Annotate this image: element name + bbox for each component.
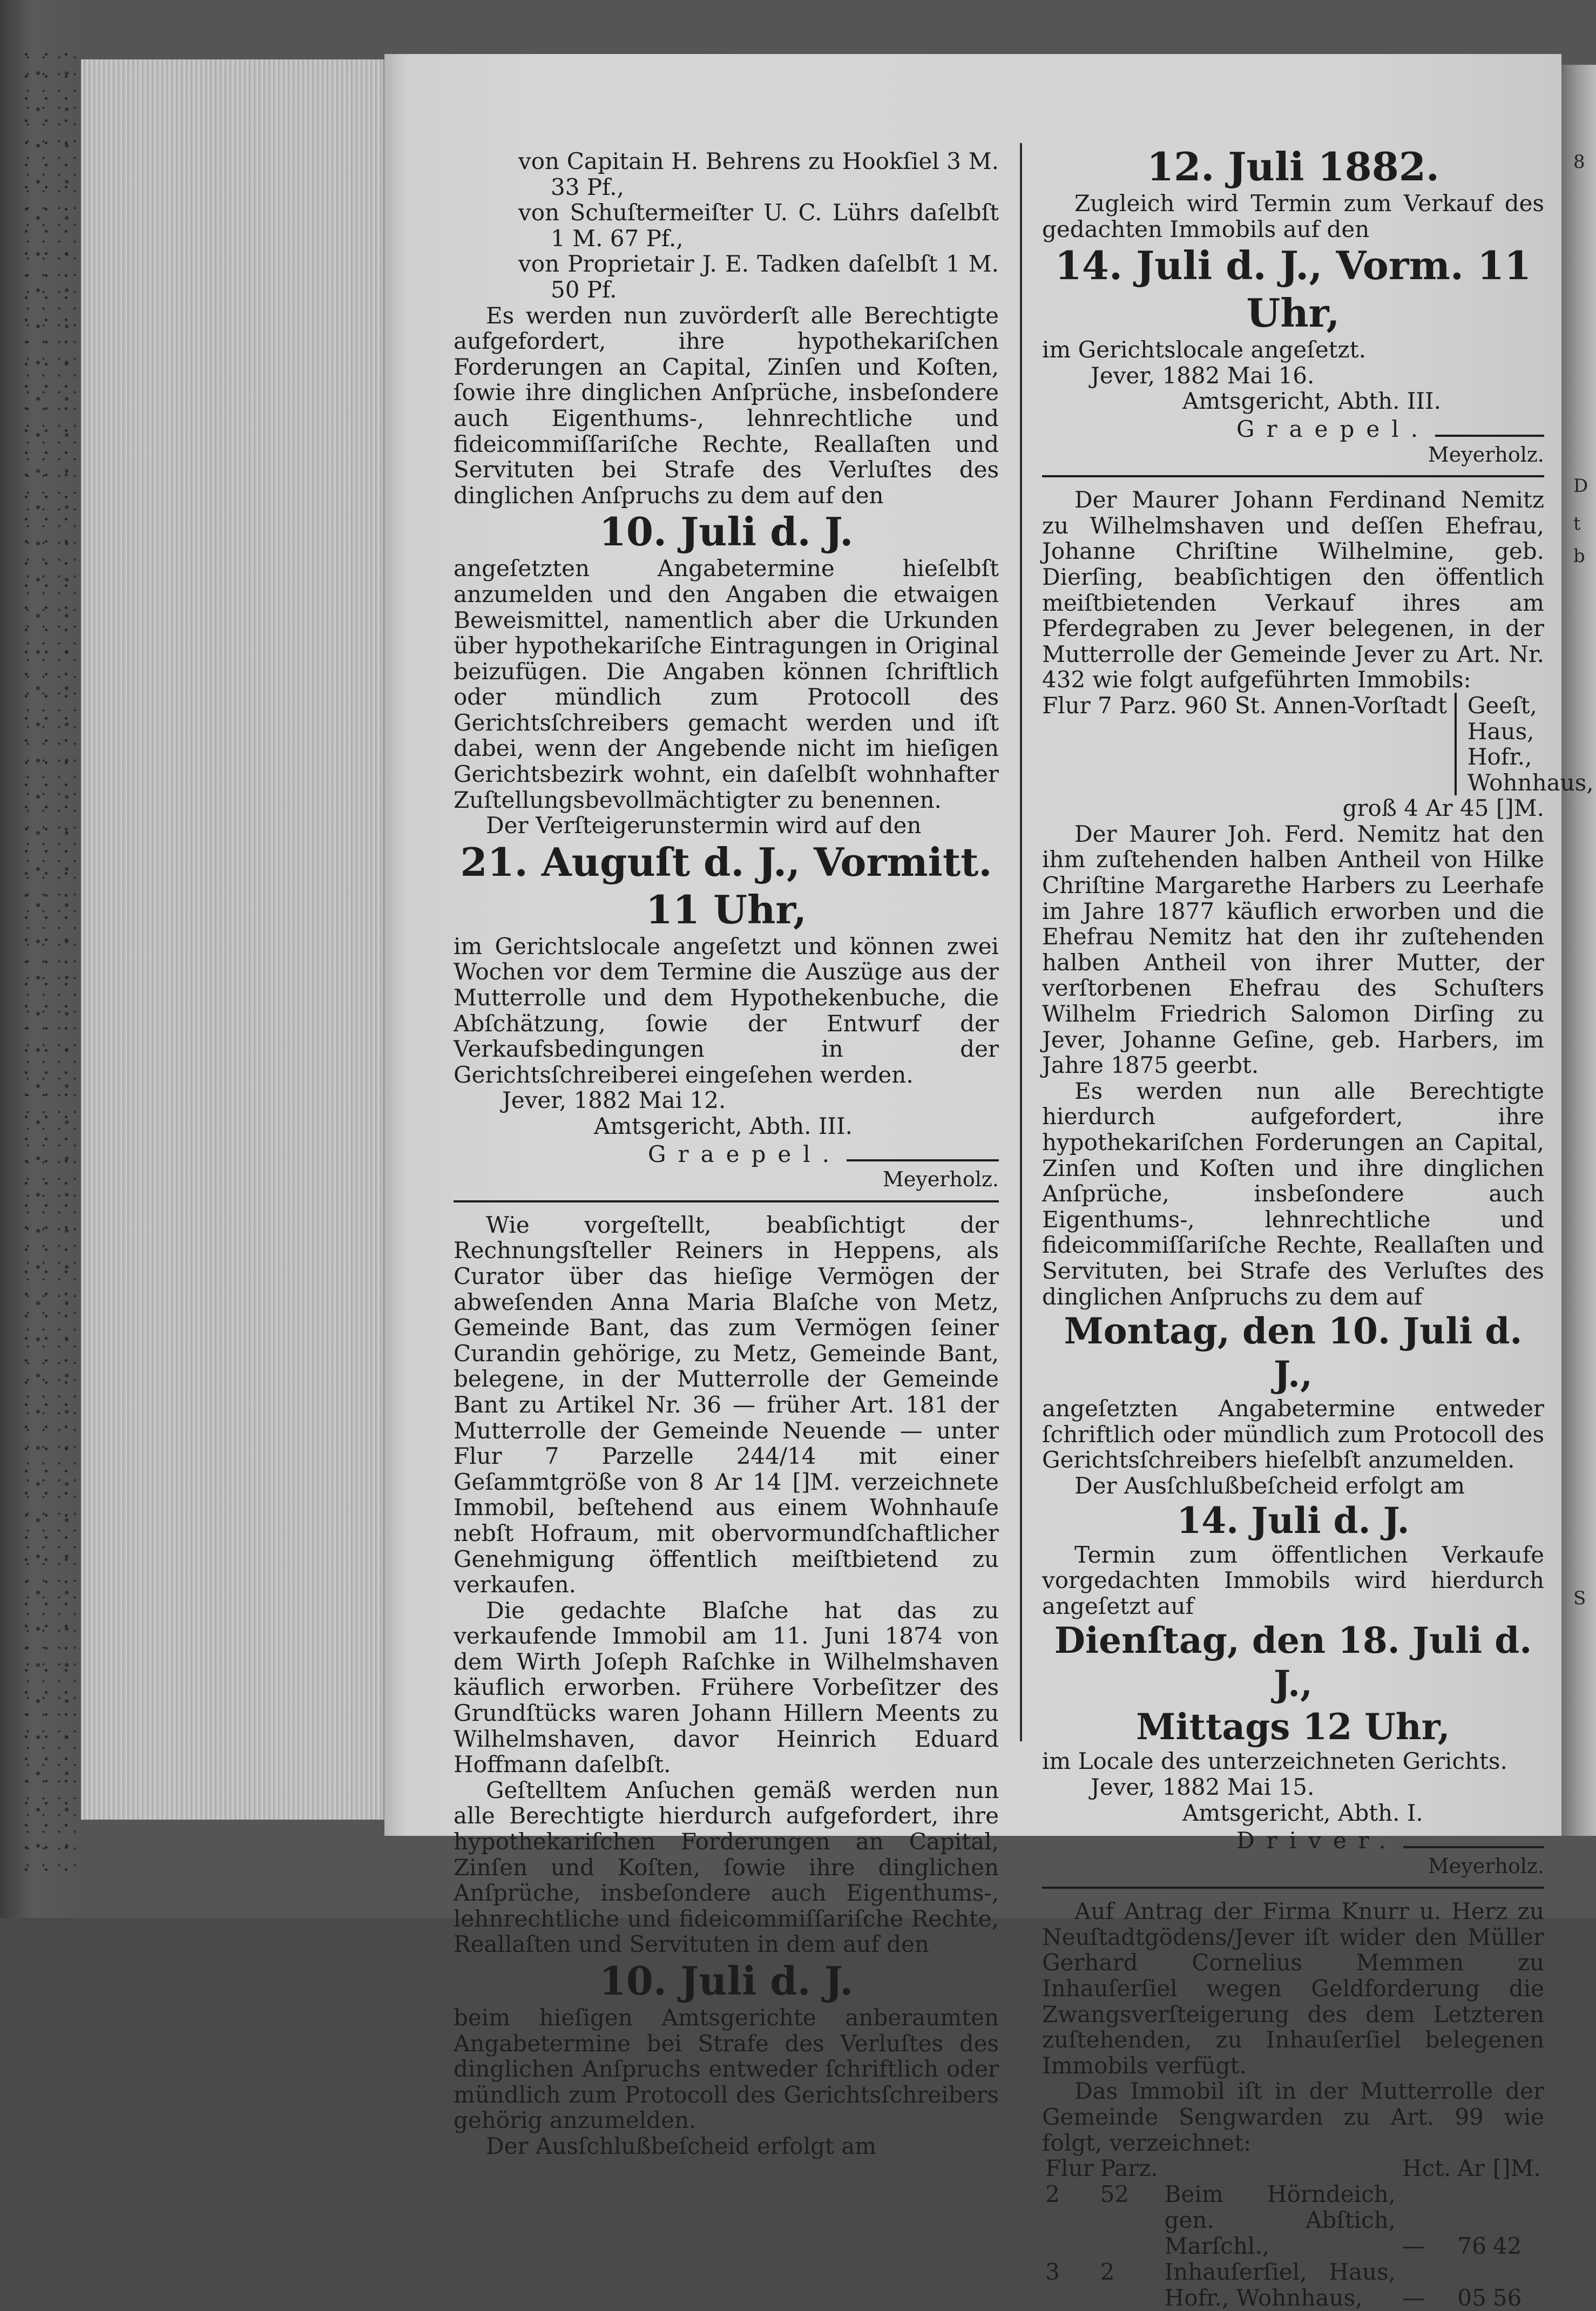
table-header: Parz.: [1100, 2155, 1158, 2182]
place-date: Jever, 1882 Mai 12.: [502, 1087, 726, 1114]
paragraph: Der Maurer Joh. Ferd. Nemitz hat den ihm zuſtehenden halben Antheil von Hilke Chriſtine Margarethe Harbers zu Leerhafe im Jahre 1877 käuflich erworben und die Ehefrau Nemitz hat den ihr zuſtehenden halben Antheil von ihrer Mutter, der verſtorbenen Ehefrau des Schuſters Wilhelm Friedrich Salomon Dirſing zu Jever, Johanne Geſine, geb. Harbers, im Jahre 1875 geerbt.: [1042, 820, 1544, 1079]
clerk-name: Meyerholz.: [882, 1167, 999, 1192]
edge-letter: t: [1573, 513, 1581, 535]
signature-line: [1435, 435, 1544, 437]
column-divider: [1020, 143, 1022, 1741]
parcel-size: groß 4 Ar 45 []M.: [1342, 795, 1544, 822]
table-cell: 56: [1492, 2285, 1522, 2311]
parcel-type: Haus, Hofr.,: [1467, 718, 1534, 771]
paragraph: Das Immobil iſt in der Mutterrolle der Gemeinde Sengwarden zu Art. 99 wie folgt, verzeichnet:: [1042, 2078, 1544, 2156]
paragraph: im Gerichtslocale angeſetzt und können zwei Wochen vor dem Termine die Auszüge aus der Mutterrolle und dem Hypothekenbuche, die Abſchätzung, ſowie der Entwurf der Verkaufsbedingungen in der Gerichtsſchreiberei eingeſehen werden.: [454, 932, 999, 1088]
edge-letter: 8: [1573, 151, 1585, 173]
judge-name: Graepel.: [648, 1140, 842, 1167]
section-divider: [454, 1200, 999, 1202]
facing-page-edge: [1561, 65, 1596, 1836]
judge-name: Graepel.: [1236, 415, 1430, 442]
paragraph: im Gerichtslocale angeſetzt.: [1042, 336, 1366, 363]
table-header: []M.: [1492, 2155, 1541, 2182]
court-name: Amtsgericht, Abth. I.: [1182, 1799, 1423, 1826]
clerk-name: Meyerholz.: [1428, 442, 1544, 467]
heading-date: Dienſtag, den 18. Juli d. J.,: [1054, 1619, 1532, 1705]
right-column: [1042, 143, 1594, 2311]
table-cell: 42: [1492, 2233, 1522, 2260]
left-column: [454, 148, 999, 2159]
heading-date: 10. Juli d. J.: [599, 1958, 854, 2004]
paragraph: angeſetzten Angabetermine hieſelbſt anzumelden und den Angaben die etwaigen Beweismittel, namentlich aber die Urkunden über hypothekariſche Eintragungen in Original beizufügen. Die Angaben können ſchriftlich oder mündlich zum Protocoll des Gerichtsſchreibers gemacht werden und iſt dabei, wenn der Angebende nicht im hieſigen Gerichtsbezirk wohnt, ein daſelbſt wohnhafter Zuſtellungsbevollmächtigter zu benennen.: [454, 555, 999, 813]
paragraph: Geſtelltem Anſuchen gemäß werden nun alle Berechtigte hierdurch aufgefordert, ihre hypothekariſchen Forderungen an Capital, Zinſen und Koſten, ſowie ihre dinglichen Anſprüche, insbeſondere auch Eigenthums-, lehnrechtliche und fideicommiſſariſche Rechte, Reallaſten und Servituten in dem auf den: [454, 1776, 999, 1958]
edge-letter: S: [1573, 1587, 1586, 1609]
place-date: Jever, 1882 Mai 16.: [1091, 362, 1315, 389]
court-name: Amtsgericht, Abth. III.: [594, 1113, 853, 1139]
paragraph: Auf Antrag der Firma Knurr u. Herz zu Neuſtadtgödens/Jever iſt wider den Müller Gerhard Cornelius Memmen zu Inhauſerſiel wegen Geldforderung die Zwangsverſteigerung des dem Letzteren zuſtehenden, zu Inhauſerſiel belegenen Immobils verfügt.: [1042, 1898, 1544, 2079]
paragraph: Der Maurer Johann Ferdinand Nemitz zu Wilhelmshaven und deſſen Ehefrau, Johanne Chriſtine Wilhelmine, geb. Dierſing, beabſichtigen den öffentlich meiſtbietenden Verkauf ihres am Pferdegraben zu Jever belegenen, in der Mutterrolle der Gemeinde Jever zu Art. Nr. 432 wie folgt aufgeführten Immobils:: [1042, 486, 1544, 693]
list-item: von Schuſtermeiſter U. C. Lührs daſelbſt 1 M. 67 Pf.,: [518, 199, 999, 252]
table-row: [1042, 2181, 1544, 2259]
judge-name: Driver.: [1236, 1827, 1398, 1854]
marbled-cover-edge: [16, 43, 81, 1879]
paragraph: Es werden nun alle Berechtigte hierdurch aufgefordert, ihre hypothekariſchen Forderungen an Capital, Zinſen und Koſten und ihre dinglichen Anſprüche, insbeſondere auch Eigenthums-, lehnrechtliche und fideicommiſſariſche Rechte, Reallaſten und Servituten, bei Strafe des Verluſtes des dinglichen Anſpruchs zu dem auf: [1042, 1077, 1544, 1310]
edge-letter: b: [1573, 545, 1585, 567]
heading-date: 14. Juli d. J., Vorm. 11 Uhr,: [1054, 242, 1532, 336]
paragraph: Wie vorgeſtellt, beabſichtigt der Rechnungsſteller Reiners in Heppens, als Curator über das hieſige Vermögen der abweſenden Anna Maria Blaſche von Metz, Gemeinde Bant, das zum Vermögen ſeiner Curandin gehörige, zu Metz, Gemeinde Bant, belegene, in der Mutterrolle der Gemeinde Bant zu Artikel Nr. 36 — früher Art. 181 der Mutterrolle der Gemeinde Neuende — unter Flur 7 Parzelle 244/14 mit einer Geſammtgröße von 8 Ar 14 []M. verzeichnete Immobil, beſtehend aus einem Wohnhauſe nebſt Hofraum, mit obervormundſchaftlicher Genehmigung öffentlich meiſtbietend zu verkaufen.: [454, 1211, 999, 1598]
paragraph: Die gedachte Blaſche hat das zu verkaufende Immobil am 11. Juni 1874 von dem Wirth Joſeph Raſchke in Wilhelmshaven käuflich erworben. Frühere Vorbeſitzer des Grundſtücks waren Johann Hillern Meents zu Wilhelmshaven, davor Heinrich Eduard Hoffmann daſelbſt.: [454, 1597, 999, 1778]
signature-row: [1042, 416, 1544, 442]
heading-date: 21. Auguſt d. J., Vormitt. 11 Uhr,: [460, 839, 992, 932]
paragraph: beim hieſigen Amtsgerichte anberaumten Angabetermine bei Strafe des Verluſtes des dinglichen Anſpruchs entweder ſchriftlich oder mündlich zum Protocoll des Gerichtsſchreibers gehörig anzumelden.: [454, 2004, 999, 2134]
parcel-entry: [1042, 692, 1594, 796]
table-cell: —: [1402, 2233, 1425, 2260]
signature-line: [1403, 1846, 1544, 1848]
place-date: Jever, 1882 Mai 15.: [1091, 1773, 1315, 1800]
paragraph: Termin zum öffentlichen Verkaufe vorgedachten Immobils wird hierdurch angeſetzt auf: [1042, 1541, 1544, 1619]
edge-letter: D: [1573, 475, 1588, 497]
paragraph: im Locale des unterzeichneten Gerichts.: [1042, 1748, 1507, 1775]
parcel-type: Wohnhaus,: [1467, 769, 1594, 796]
table-cell: 52: [1100, 2181, 1130, 2208]
signature-row: [1042, 1828, 1544, 1854]
table-cell: 05: [1457, 2285, 1486, 2311]
clerk-name: Meyerholz.: [1428, 1854, 1544, 1878]
signature-row: [454, 1141, 999, 1167]
table-cell: 3: [1045, 2259, 1060, 2286]
section-divider: [1042, 1887, 1544, 1889]
table-cell: 76: [1457, 2233, 1486, 2260]
parcel-types: [1455, 693, 1594, 795]
heading-date: 12. Juli 1882.: [1147, 144, 1439, 190]
table-cell: 2: [1045, 2181, 1060, 2208]
paragraph: Es werden nun zuvörderſt alle Berechtigte aufgefordert, ihre hypothekariſchen Forderungen an Capital, Zinſen und Koſten, ſowie ihre dinglichen Anſprüche, insbeſondere auch Eigenthums-, lehnrechtliche und fideicommiſſariſche Rechte, Reallaſten und Servituten bei Strafe des Verluſtes des dinglichen Anſpruchs zu dem auf den: [454, 302, 999, 509]
parcel-type: Geeſt,: [1467, 692, 1537, 719]
table-cell: Beim Hörndeich, gen. Abſtich, Marſchl.,: [1164, 2181, 1396, 2260]
court-name: Amtsgericht, Abth. III.: [1182, 388, 1441, 415]
table-cell: —: [1402, 2285, 1425, 2311]
list-item: von Proprietair J. E. Tadken daſelbſt 1 M. 50 Pf.: [518, 251, 999, 303]
parcel-table: [1042, 2155, 1544, 2311]
table-row: [1042, 2259, 1544, 2311]
paragraph: Der Verſteigerunstermin wird auf den: [486, 812, 922, 839]
table-header: Hct.: [1402, 2155, 1451, 2182]
paragraph: Der Ausſchlußbeſcheid erfolgt am: [486, 2132, 877, 2159]
table-cell: Inhauſerſiel, Haus, Hofr., Wohnhaus,: [1164, 2259, 1396, 2311]
table-header: Ar: [1457, 2155, 1485, 2182]
section-divider: [1042, 475, 1544, 477]
paragraph: Zugleich wird Termin zum Verkauf des gedachten Immobils auf den: [1042, 190, 1544, 242]
table-cell: 2: [1100, 2259, 1115, 2286]
table-header-row: [1042, 2155, 1544, 2181]
heading-time: Mittags 12 Uhr,: [1136, 1706, 1450, 1748]
list-item: von Capitain H. Behrens zu Hookſiel 3 M. 33 Pf.,: [518, 148, 999, 200]
paragraph: Der Ausſchlußbeſcheid erfolgt am: [1074, 1472, 1465, 1499]
heading-date: Montag, den 10. Juli d. J.,: [1064, 1310, 1523, 1396]
page-stack-edge: [81, 59, 386, 1820]
table-header: Flur: [1045, 2155, 1094, 2182]
heading-date: 14. Juli d. J.: [1176, 1499, 1410, 1542]
paragraph: angeſetzten Angabetermine entweder ſchriftlich oder mündlich zum Protocoll des Gerichtsſchreibers hieſelbſt anzumelden.: [1042, 1395, 1544, 1474]
table-header: [1161, 2155, 1399, 2181]
parcel-location: Flur 7 Parz. 960 St. Annen-Vorſtadt: [1042, 692, 1447, 719]
signature-line: [847, 1159, 999, 1161]
heading-date: 10. Juli d. J.: [599, 509, 854, 555]
